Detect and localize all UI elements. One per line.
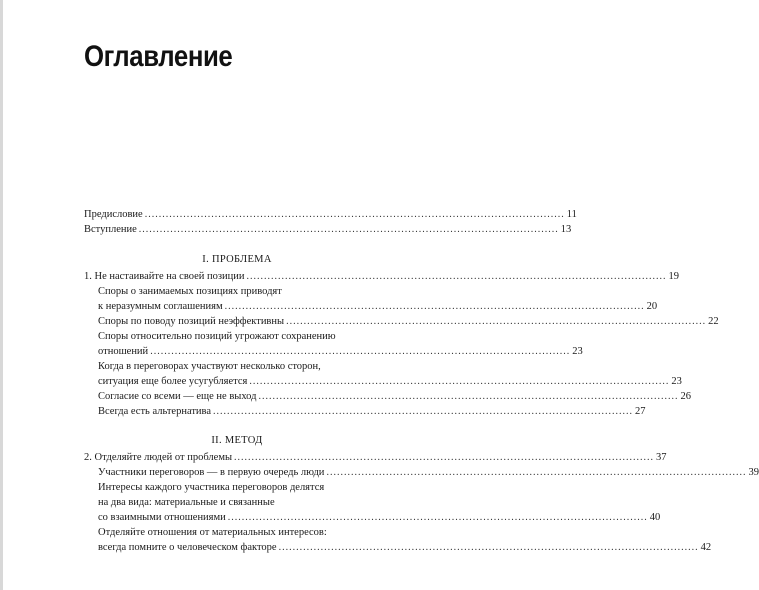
leader-dots: ........................................................................................................................ [249,376,670,387]
toc-entry-label: ситуация еще более усугубляется [98,376,248,387]
leader-dots: ........................................................................................................................ [258,391,679,402]
toc-entry-page: 22 [708,316,719,327]
toc-entry-label: всегда помните о человеческом факторе [98,542,277,553]
leader-dots: ........................................................................................................................ [150,346,571,357]
toc-entry-page: 19 [668,271,680,282]
leader-dots: ........................................................................................................................ [138,224,559,235]
toc-entry[interactable] [84,314,719,329]
leader-dots: ........................................................................................................................ [234,452,655,463]
part-1-list [84,269,719,419]
toc-entry-line: Когда в переговорах участвуют несколько сторон, [98,361,321,372]
toc-entry[interactable] [84,480,661,525]
toc-entry-label: Споры по поводу позиций неэффективны [98,316,285,327]
toc-entry-label: Согласие со всеми — еще не выход [98,391,257,402]
leader-dots: ........................................................................................................................ [144,209,565,220]
leader-dots: ........................................................................................................................ [213,406,634,417]
page-title: Оглавление [84,40,233,73]
toc-entry-page: 20 [646,301,658,312]
toc-entry-label: со взаимными отношениями [98,512,226,523]
toc-entry-page: 37 [656,452,667,463]
toc-entry-label: 2. Отделяйте людей от проблемы [84,452,233,463]
toc-entry-line: Споры относительно позиций угрожают сохранению [98,331,336,342]
page-edge [0,0,3,590]
toc-entry-page: 42 [700,542,712,553]
toc-entry-page: 13 [560,224,572,235]
toc-entry[interactable] [84,284,658,314]
leader-dots: ........................................................................................................................ [286,316,707,327]
toc-entry-label: Предисловие [84,209,143,220]
toc-entry-line: на два вида: материальные и связанные [98,497,275,508]
part-2-list [84,450,759,555]
leader-dots: ........................................................................................................................ [224,301,645,312]
toc-entry-page: 23 [671,376,682,387]
leader-dots: ........................................................................................................................ [326,467,747,478]
toc-entry-line: Споры о занимаемых позициях приводят [98,286,282,297]
toc-entry-page: 26 [680,391,691,402]
toc-entry-line: Отделяйте отношения от материальных интересов: [98,527,327,538]
toc-entry[interactable] [84,222,572,237]
toc-entry[interactable] [84,404,646,419]
toc-entry[interactable] [84,207,577,222]
leader-dots: ........................................................................................................................ [246,271,667,282]
toc-entry-label: Всегда есть альтернатива [98,406,212,417]
toc-entry[interactable] [84,525,712,555]
leader-dots: ........................................................................................................................ [278,542,699,553]
toc-entry-page: 40 [649,512,661,523]
toc-entry[interactable] [84,329,583,359]
toc-entry-label: 1. Не настаивайте на своей позиции [84,271,245,282]
toc-entry[interactable] [84,359,682,389]
leader-dots: ........................................................................................................................ [227,512,648,523]
toc-entry-page: 27 [635,406,646,417]
toc-entry-line: Интересы каждого участника переговоров делятся [98,482,325,493]
toc-entry-page: 39 [748,467,759,478]
toc-entry[interactable] [84,465,759,480]
toc-entry-label: Вступление [84,224,137,235]
toc-entry[interactable] [84,389,691,404]
part-heading: II. МЕТОД [211,435,263,446]
toc-entry[interactable] [84,269,680,284]
toc-entry-label: к неразумным соглашениям [98,301,223,312]
toc-entry[interactable] [84,450,667,465]
part-heading: I. ПРОБЛЕМА [202,254,272,265]
toc-entry-label: Участники переговоров — в первую очередь люди [98,467,325,478]
toc-entry-page: 23 [572,346,583,357]
front-matter-list [84,207,577,237]
toc-entry-label: отношений [98,346,149,357]
toc-entry-page: 11 [566,209,577,220]
